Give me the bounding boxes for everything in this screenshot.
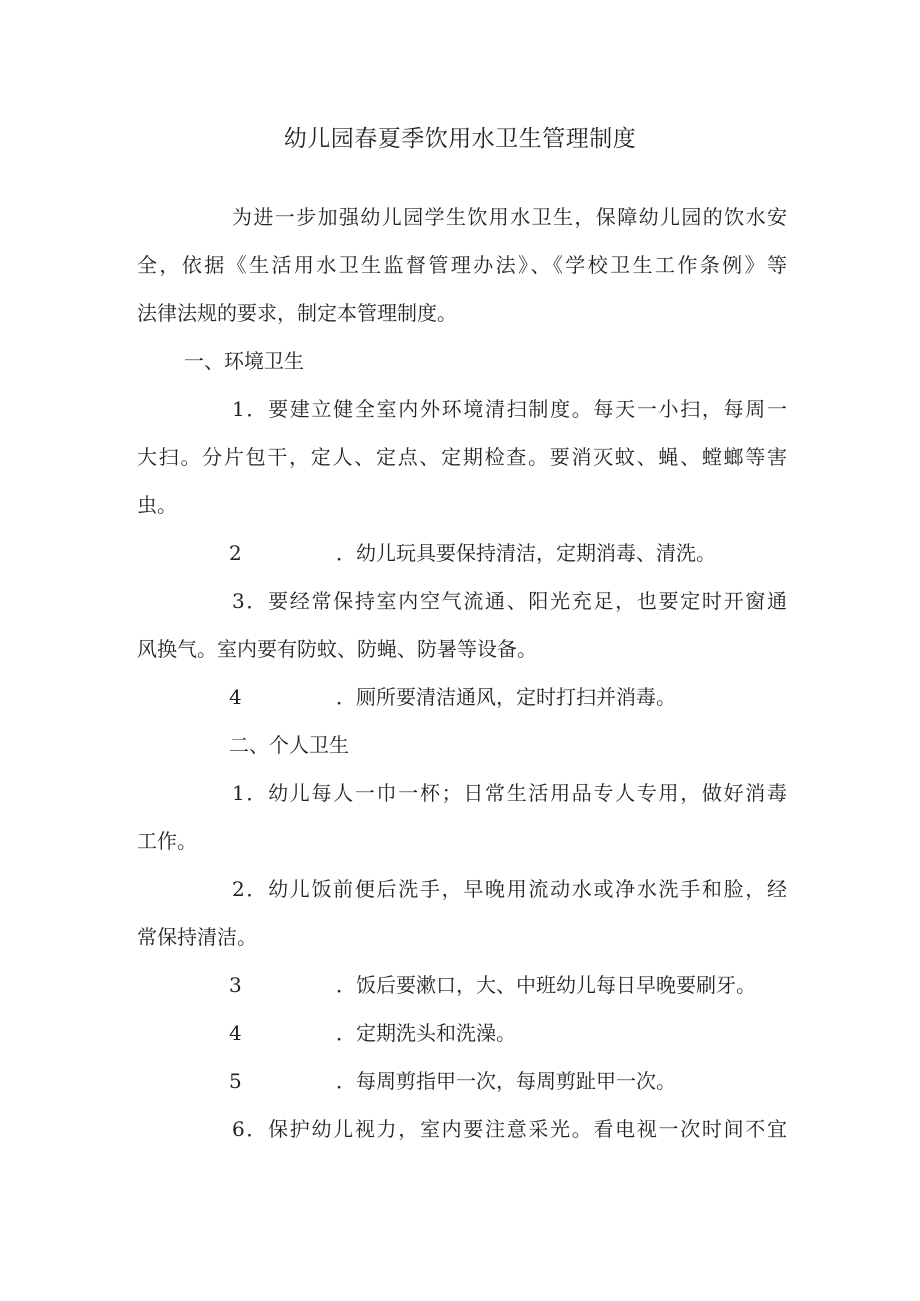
section-1-item-1-line-2: 大扫。分片包干，定人、定点、定期检查。要消灭蚊、蝇、螳螂等害 xyxy=(137,445,787,469)
section-1-item-1-line-3: 虫。 xyxy=(137,493,177,517)
section-1-item-3-line-2: 风换气。室内要有防蚊、防蝇、防暑等设备。 xyxy=(137,637,537,661)
section-1-item-4-number: 4 xyxy=(229,685,242,709)
section-1-item-3-line-1: 3．要经常保持室内空气流通、阳光充足，也要定时开窗通 xyxy=(232,589,787,613)
section-2-item-6-line-1: 6．保护幼儿视力，室内要注意采光。看电视一次时间不宜 xyxy=(232,1117,787,1141)
section-2-item-1-line-2: 工作。 xyxy=(137,829,197,853)
section-2-item-1-line-1: 1．幼儿每人一巾一杯；日常生活用品专人专用，做好消毒 xyxy=(232,781,787,805)
section-1-heading: 一、环境卫生 xyxy=(184,349,304,373)
section-2-item-5-text: ．每周剪指甲一次，每周剪趾甲一次。 xyxy=(336,1069,676,1093)
section-1-item-4-text: ．厕所要清洁通风，定时打扫并消毒。 xyxy=(336,685,676,709)
section-2-item-3-number: 3 xyxy=(229,973,242,997)
section-1-item-1-line-1: 1．要建立健全室内外环境清扫制度。每天一小扫，每周一 xyxy=(232,397,787,421)
section-1-item-2-number: 2 xyxy=(229,541,242,565)
intro-line-3: 法律法规的要求，制定本管理制度。 xyxy=(137,301,457,325)
section-2-heading: 二、个人卫生 xyxy=(229,733,349,757)
section-2-item-3-text: ．饭后要漱口，大、中班幼儿每日早晚要刷牙。 xyxy=(336,973,756,997)
section-2-item-5-number: 5 xyxy=(229,1069,242,1093)
intro-line-2: 全，依据《生活用水卫生监督管理办法》、《学校卫生工作条例》等 xyxy=(137,253,787,277)
section-2-item-4-number: 4 xyxy=(229,1021,242,1045)
document-title: 幼儿园春夏季饮用水卫生管理制度 xyxy=(283,126,637,152)
section-2-item-2-line-1: 2．幼儿饭前便后洗手，早晚用流动水或净水洗手和脸，经 xyxy=(232,877,787,901)
intro-line-1: 为进一步加强幼儿园学生饮用水卫生，保障幼儿园的饮水安 xyxy=(232,205,787,229)
section-2-item-2-line-2: 常保持清洁。 xyxy=(137,925,257,949)
section-1-item-2-text: ．幼儿玩具要保持清洁，定期消毒、清洗。 xyxy=(336,541,716,565)
section-2-item-4-text: ．定期洗头和洗澡。 xyxy=(336,1021,516,1045)
